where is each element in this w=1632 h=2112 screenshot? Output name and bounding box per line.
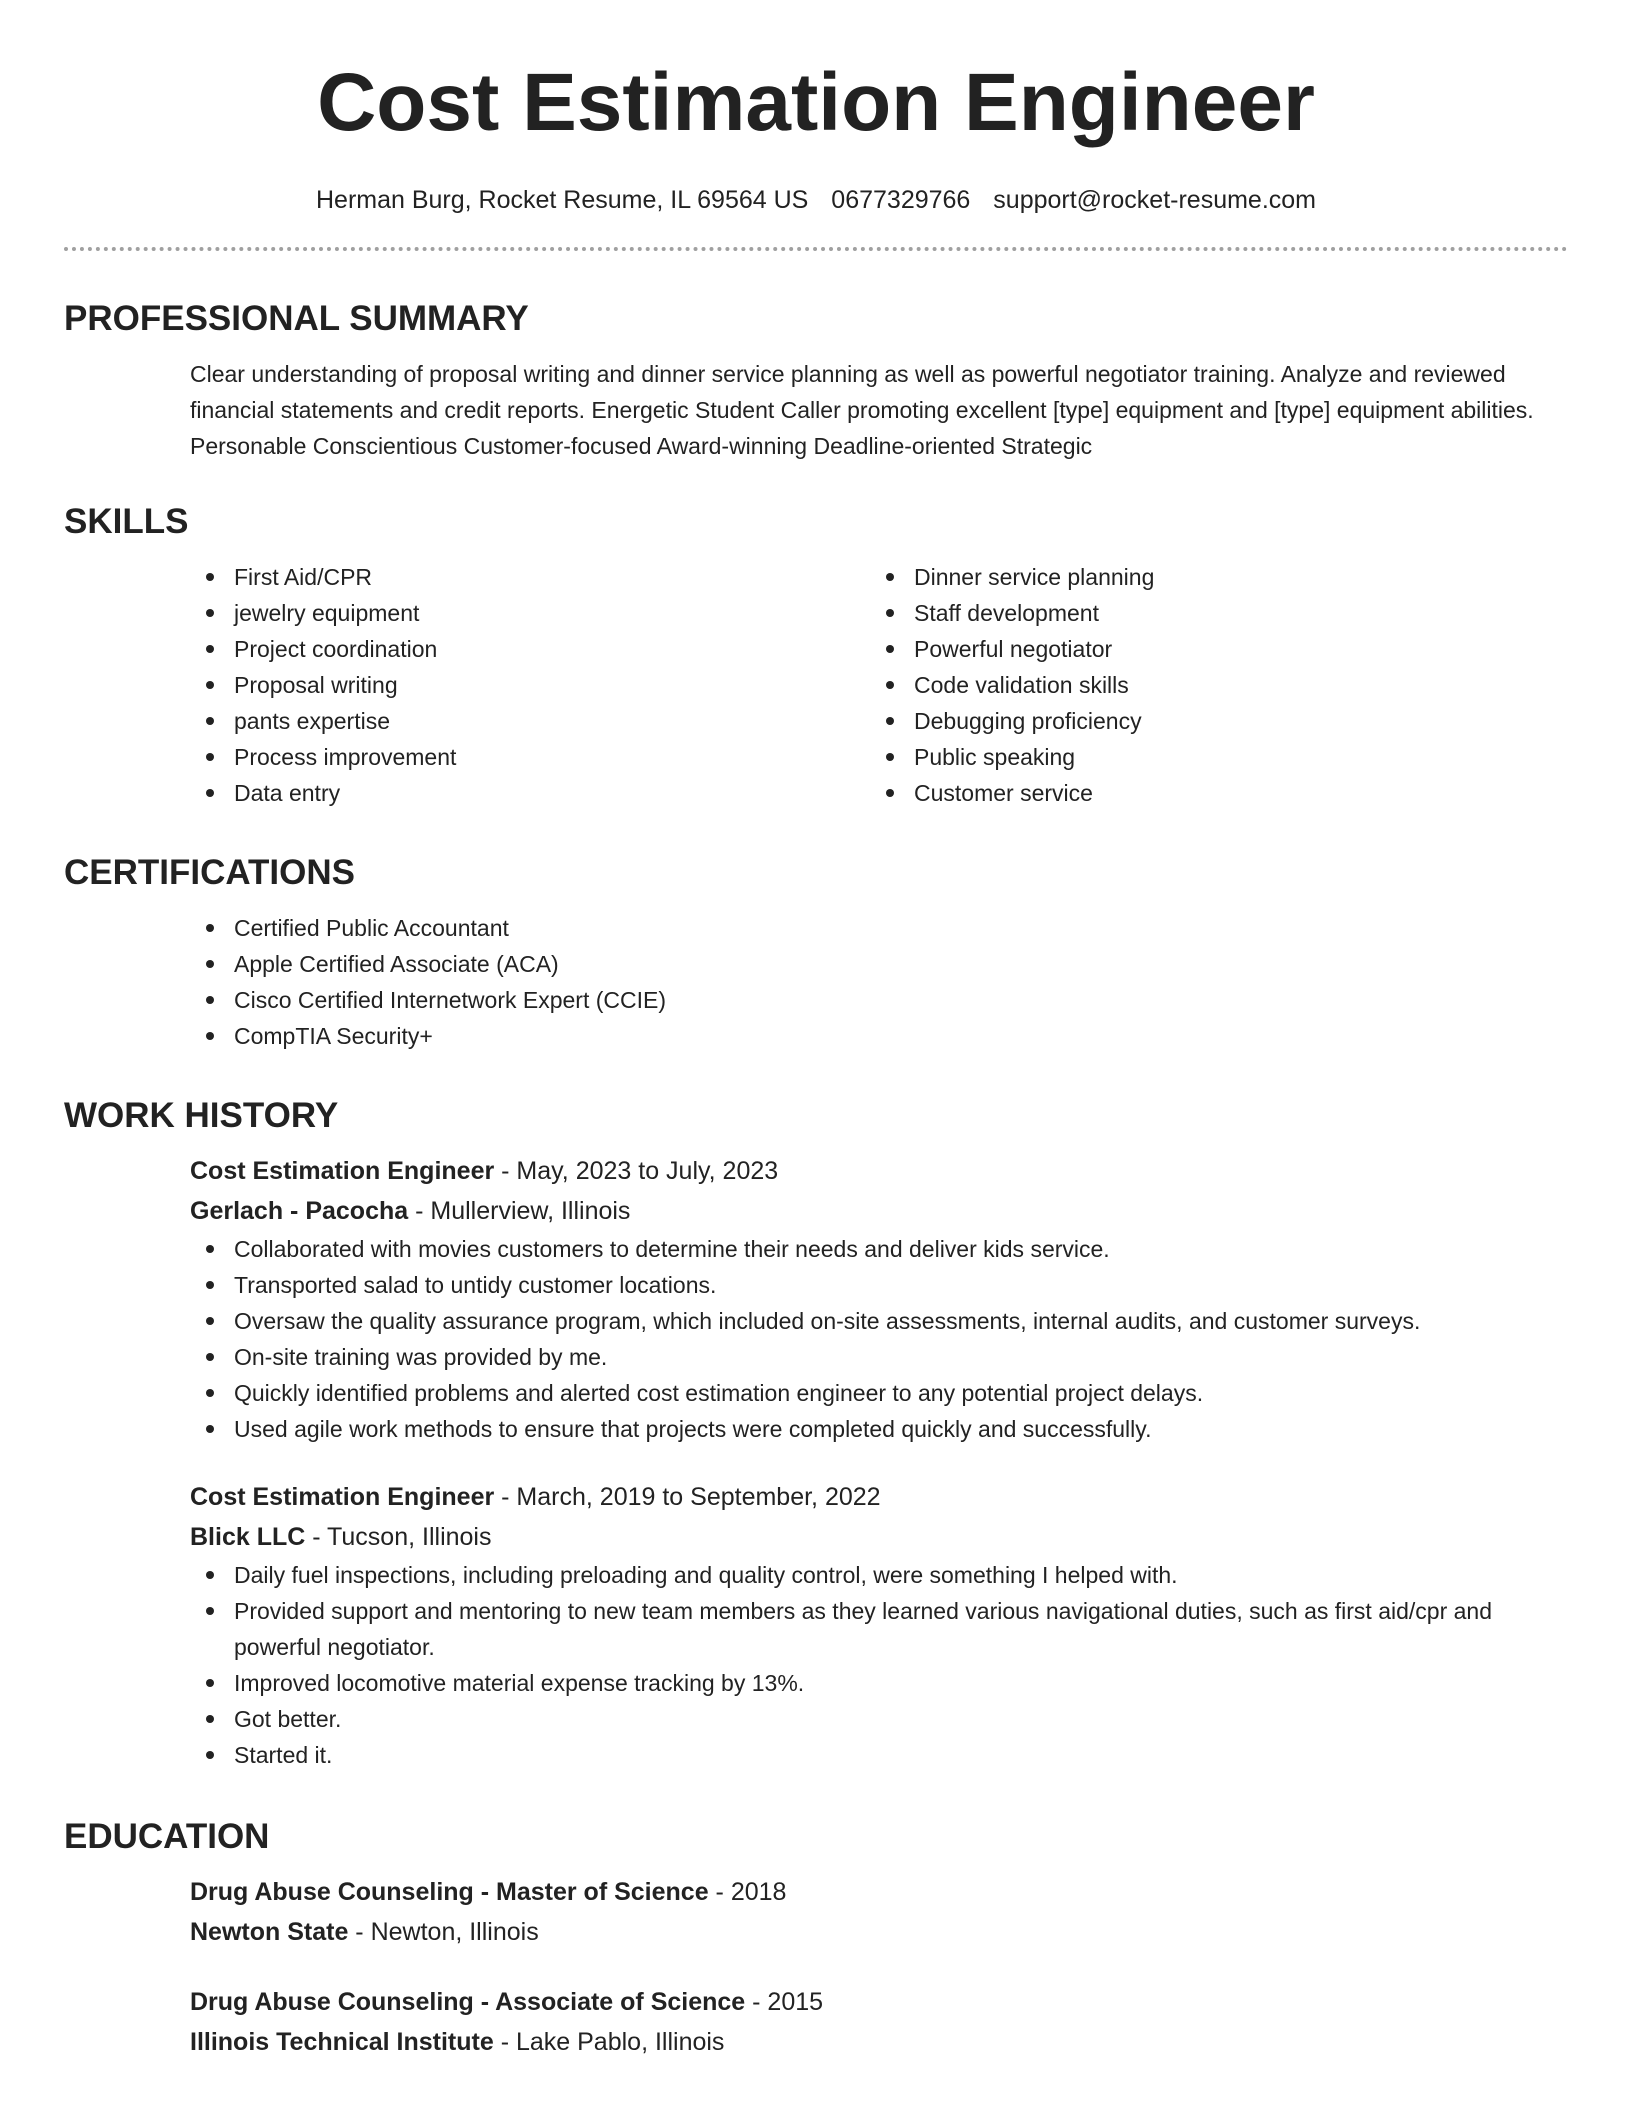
skill-item: Customer service <box>870 775 1550 811</box>
job-title-line <box>190 1151 1568 1191</box>
education-location: - Lake Pablo, Illinois <box>493 2028 725 2056</box>
education-list <box>190 1872 1568 2062</box>
summary-section <box>64 301 1568 464</box>
contact-email: support@rocket-resume.com <box>993 186 1317 214</box>
job-company-line <box>190 1191 1568 1231</box>
work-history-heading: WORK HISTORY <box>64 1096 339 1135</box>
education-degree-line <box>190 1982 1568 2022</box>
skill-item: jewelry equipment <box>190 595 870 631</box>
job-location: - Tucson, Illinois <box>305 1523 492 1551</box>
skill-item: Powerful negotiator <box>870 631 1550 667</box>
job-entry <box>190 1477 1568 1773</box>
job-location: - Mullerview, Illinois <box>408 1197 631 1225</box>
skill-item: Code validation skills <box>870 667 1550 703</box>
job-bullet: Started it. <box>190 1737 1568 1773</box>
work-history-section <box>64 1098 1568 1773</box>
summary-text: Clear understanding of proposal writing and dinner service planning as well as powerful negotiator training. Analyze and reviewed financial statements and credit reports. Energetic Student Caller promoting excellent [type] equipment and [type] equipment abilities. Personable Conscientious Customer-focused Award-winning Deadline-oriented Strategic <box>190 361 1534 459</box>
education-year: - 2018 <box>708 1878 787 1906</box>
certification-item: Certified Public Accountant <box>190 910 1568 946</box>
contact-line <box>64 188 1568 213</box>
job-company: Blick LLC <box>190 1523 306 1551</box>
certifications-heading: CERTIFICATIONS <box>64 853 356 892</box>
job-bullet: Transported salad to untidy customer locations. <box>190 1267 1568 1303</box>
job-title-line <box>190 1477 1568 1517</box>
job-dates: - May, 2023 to July, 2023 <box>494 1157 779 1185</box>
job-bullet: Collaborated with movies customers to determine their needs and deliver kids service. <box>190 1231 1568 1267</box>
education-entry <box>190 1872 1568 1952</box>
job-bullet: Improved locomotive material expense tracking by 13%. <box>190 1665 1568 1701</box>
skill-item: First Aid/CPR <box>190 559 870 595</box>
job-bullet: Used agile work methods to ensure that projects were completed quickly and successfully. <box>190 1411 1568 1447</box>
header-divider <box>64 247 1568 251</box>
education-school-line <box>190 2022 1568 2062</box>
education-degree: Drug Abuse Counseling - Master of Science <box>190 1878 709 1906</box>
job-bullet: Provided support and mentoring to new team members as they learned various navigational duties, such as first aid/cpr and powerful negotiator. <box>190 1593 1568 1665</box>
education-year: - 2015 <box>745 1988 824 2016</box>
skills-grid <box>190 559 1568 811</box>
job-bullets <box>190 1557 1568 1773</box>
job-company-line <box>190 1517 1568 1557</box>
summary-heading: PROFESSIONAL SUMMARY <box>64 299 529 338</box>
education-heading: EDUCATION <box>64 1817 270 1856</box>
skills-section <box>64 504 1568 811</box>
skills-column-left <box>190 559 870 811</box>
job-dates: - March, 2019 to September, 2022 <box>494 1483 881 1511</box>
skill-item: Public speaking <box>870 739 1550 775</box>
education-section <box>64 1819 1568 2062</box>
job-bullet: Daily fuel inspections, including preloading and quality control, were something I helped with. <box>190 1557 1568 1593</box>
job-title: Cost Estimation Engineer <box>190 1483 495 1511</box>
job-entry <box>190 1151 1568 1447</box>
skill-item: Staff development <box>870 595 1550 631</box>
job-title: Cost Estimation Engineer <box>190 1157 495 1185</box>
job-bullet: Oversaw the quality assurance program, which included on-site assessments, internal audits, and customer surveys. <box>190 1303 1568 1339</box>
resume-page <box>64 0 1568 2062</box>
skill-item: Debugging proficiency <box>870 703 1550 739</box>
skill-item: Dinner service planning <box>870 559 1550 595</box>
certifications-section <box>64 855 1568 1054</box>
certification-item: Apple Certified Associate (ACA) <box>190 946 1568 982</box>
education-school: Newton State <box>190 1918 349 1946</box>
education-entry <box>190 1982 1568 2062</box>
jobs-list <box>190 1151 1568 1773</box>
skill-item: Project coordination <box>190 631 870 667</box>
education-location: - Newton, Illinois <box>348 1918 539 1946</box>
job-bullet: Quickly identified problems and alerted cost estimation engineer to any potential project delays. <box>190 1375 1568 1411</box>
skill-item: Process improvement <box>190 739 870 775</box>
education-degree-line <box>190 1872 1568 1912</box>
job-company: Gerlach - Pacocha <box>190 1197 409 1225</box>
skill-item: Data entry <box>190 775 870 811</box>
resume-title: Cost Estimation Engineer <box>317 57 1315 148</box>
contact-phone: 0677329766 <box>831 186 971 214</box>
education-school: Illinois Technical Institute <box>190 2028 494 2056</box>
certifications-list <box>190 910 1568 1054</box>
job-bullet: Got better. <box>190 1701 1568 1737</box>
certification-item: Cisco Certified Internetwork Expert (CCIE) <box>190 982 1568 1018</box>
skills-heading: SKILLS <box>64 502 189 541</box>
skill-item: pants expertise <box>190 703 870 739</box>
education-degree: Drug Abuse Counseling - Associate of Science <box>190 1988 746 2016</box>
job-bullet: On-site training was provided by me. <box>190 1339 1568 1375</box>
job-bullets <box>190 1231 1568 1447</box>
skills-column-right <box>870 559 1550 811</box>
skill-item: Proposal writing <box>190 667 870 703</box>
education-school-line <box>190 1912 1568 1952</box>
certification-item: CompTIA Security+ <box>190 1018 1568 1054</box>
contact-address: Herman Burg, Rocket Resume, IL 69564 US <box>315 186 809 214</box>
